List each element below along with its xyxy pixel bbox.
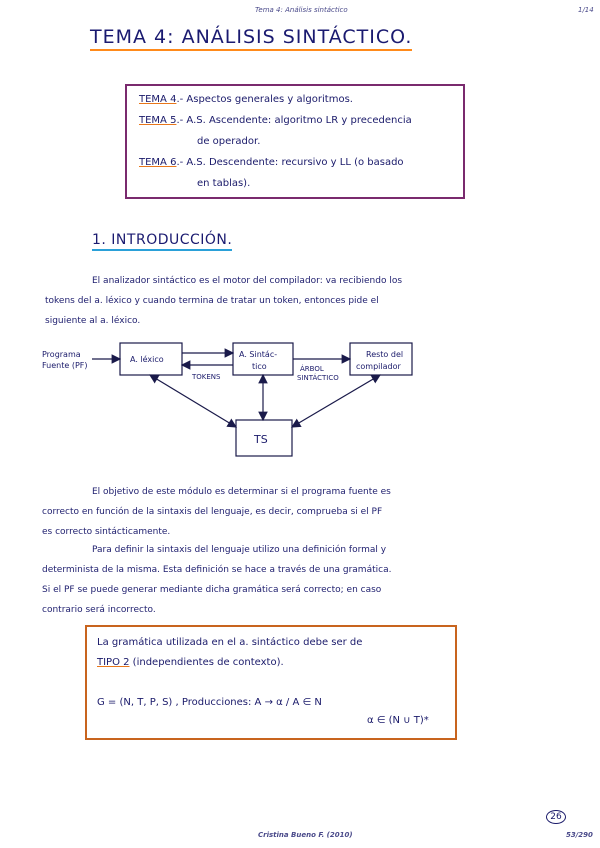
topic-label: TEMA 4 xyxy=(139,94,177,105)
topic-text: de operador. xyxy=(197,136,261,147)
page-mark: 26 xyxy=(546,810,566,824)
definition-line-1: Para definir la sintaxis del lenguaje utilizo una definición formal y xyxy=(92,545,387,555)
ts-label: TS xyxy=(254,433,268,446)
grammar-line-2-text: (independientes de contexto). xyxy=(129,657,284,668)
source-label-1: Programa xyxy=(42,350,81,359)
source-label-2: Fuente (PF) xyxy=(42,361,88,370)
page-title: TEMA 4: ANÁLISIS SINTÁCTICO. xyxy=(90,26,412,51)
definition-line-2: determinista de la misma. Esta definición se hace a través de una gramática. xyxy=(42,565,392,575)
definition-line-4: contrario será incorrecto. xyxy=(42,605,156,615)
objective-line-2: correcto en función de la sintaxis del lenguaje, es decir, comprueba si el PF xyxy=(42,507,383,517)
topic-label: TEMA 5 xyxy=(139,115,177,126)
tokens-label: TOKENS xyxy=(192,373,221,381)
grammar-line-2 xyxy=(97,657,284,668)
topic-text: .- A.S. Ascendente: algoritmo LR y precedencia xyxy=(176,115,412,126)
header-title: Tema 4: Análisis sintáctico xyxy=(255,6,348,14)
grammar-formula: G = (N, T, P, S) , Producciones: A → α / A ∈ N xyxy=(97,697,322,708)
footer-author: Cristina Bueno F. (2010) xyxy=(258,831,353,839)
parser-label-2: tico xyxy=(252,362,267,371)
tree-label-1: ÁRBOL xyxy=(300,365,324,373)
grammar-formula-2: α ∈ (N ∪ T)* xyxy=(367,715,429,726)
compiler-diagram xyxy=(0,335,600,465)
intro-line-3: siguiente al a. léxico. xyxy=(45,316,141,326)
grammar-line-1: La gramática utilizada en el a. sintáctico debe ser de xyxy=(97,637,363,648)
tipo-label: TIPO 2 xyxy=(97,657,130,668)
parser-label-1: A. Sintác- xyxy=(239,350,278,359)
topic-line-4 xyxy=(139,157,404,168)
topic-text: .- A.S. Descendente: recursivo y LL (o basado xyxy=(176,157,404,168)
topic-line-2 xyxy=(139,115,412,126)
header-page: 1/14 xyxy=(578,6,594,14)
topic-line-1 xyxy=(139,94,353,105)
intro-line-2: tokens del a. léxico y cuando termina de tratar un token, entonces pide el xyxy=(45,296,379,306)
objective-line-3: es correcto sintácticamente. xyxy=(42,527,171,537)
topic-label: TEMA 6 xyxy=(139,157,177,168)
rest-label-1: Resto del xyxy=(366,350,404,359)
section-title: 1. INTRODUCCIÓN. xyxy=(92,232,232,251)
footer-page: 53/290 xyxy=(566,831,593,839)
definition-line-3: Si el PF se puede generar mediante dicha gramática será correcto; en caso xyxy=(42,585,382,595)
topic-line-5 xyxy=(197,178,250,189)
rest-label-2: compilador xyxy=(356,362,401,371)
grammar-box xyxy=(85,625,457,740)
tree-label-2: SINTÁCTICO xyxy=(297,374,339,382)
intro-line-1: El analizador sintáctico es el motor del compilador: va recibiendo los xyxy=(92,276,403,286)
objective-line-1: El objetivo de este módulo es determinar si el programa fuente es xyxy=(92,487,391,497)
topic-text: .- Aspectos generales y algoritmos. xyxy=(176,94,353,105)
topic-line-3 xyxy=(197,136,260,147)
lexer-label: A. léxico xyxy=(130,355,164,364)
topic-text: en tablas). xyxy=(197,178,251,189)
topics-box xyxy=(125,84,465,199)
